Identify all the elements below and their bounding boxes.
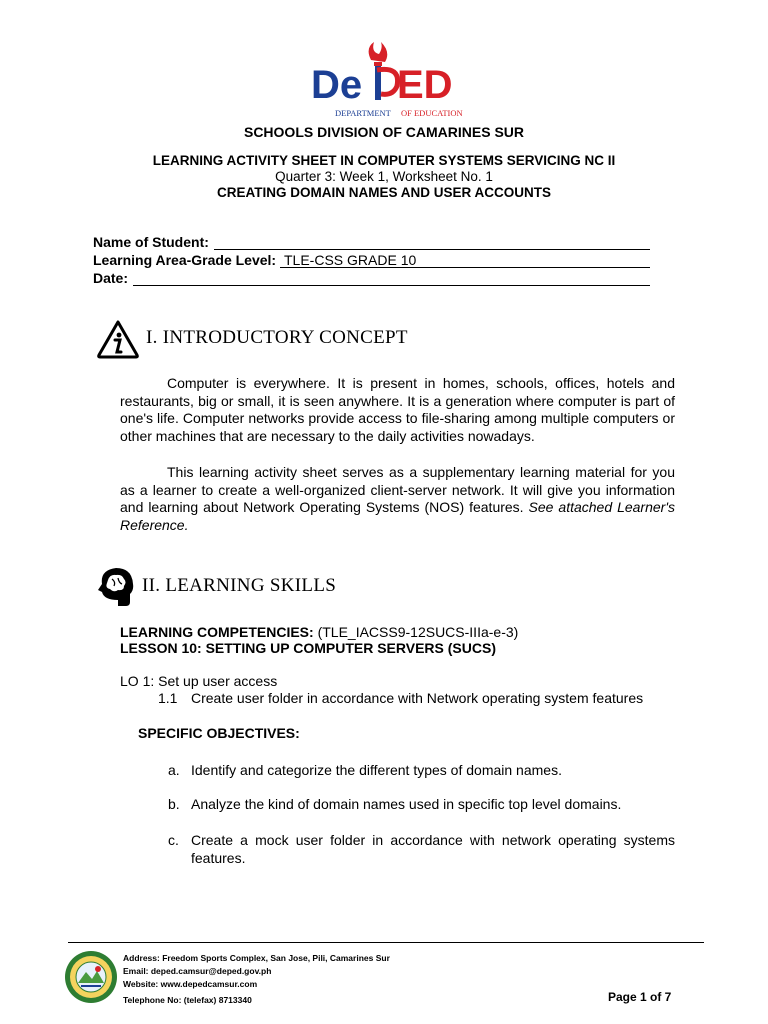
lesson-title: LESSON 10: SETTING UP COMPUTER SERVERS (SUCS)	[120, 640, 496, 656]
objective-text: Create a mock user folder in accordance with network operating systems features.	[191, 832, 675, 866]
competencies-line	[120, 624, 518, 640]
grade-level-value[interactable]: TLE-CSS GRADE 10	[284, 252, 417, 268]
division-seal	[64, 950, 118, 1004]
competencies-label: LEARNING COMPETENCIES:	[120, 624, 314, 640]
section-intro-title: I. INTRODUCTORY CONCEPT	[146, 327, 408, 348]
learning-outcome: LO 1: Set up user access	[120, 673, 278, 689]
student-name-line	[214, 249, 650, 250]
objective-letter: b.	[168, 796, 180, 812]
lo-item-number: 1.1	[158, 690, 178, 706]
student-name-label: Name of Student:	[93, 234, 209, 250]
section-skills-title: II. LEARNING SKILLS	[142, 575, 337, 596]
svg-text:OF EDUCATION: OF EDUCATION	[401, 108, 463, 118]
grade-level-label: Learning Area-Grade Level:	[93, 252, 277, 268]
learners-reference-note: See attached Learner's Reference.	[120, 499, 675, 533]
sheet-title: LEARNING ACTIVITY SHEET IN COMPUTER SYSTEMS SERVICING NC II	[152, 153, 616, 168]
grade-level-field	[93, 252, 653, 270]
date-field	[93, 270, 653, 288]
info-warning-icon	[96, 319, 140, 359]
svg-text:DEPARTMENT: DEPARTMENT	[335, 108, 391, 118]
objective-text: Identify and categorize the different types of domain names.	[191, 762, 562, 778]
page-number: Page 1 of 7	[608, 990, 672, 1004]
objective-letter: c.	[168, 832, 179, 848]
sheet-quarter: Quarter 3: Week 1, Worksheet No. 1	[275, 169, 493, 184]
footer-email[interactable]: Email: deped.camsur@deped.gov.ph	[123, 966, 272, 976]
footer-divider	[68, 942, 704, 943]
deped-logo	[305, 40, 465, 122]
intro-paragraph-2-text: This learning activity sheet serves as a supplementary learning material for you as a learner to create a well-organized client-server network. It will give you information and learning about Network Operating Systems (NOS) features.	[120, 464, 675, 515]
sheet-topic: CREATING DOMAIN NAMES AND USER ACCOUNTS	[217, 185, 551, 200]
date-label: Date:	[93, 270, 129, 286]
svg-text:ED: ED	[397, 63, 453, 107]
student-name-field	[93, 234, 653, 252]
svg-text:De: De	[311, 63, 363, 107]
intro-paragraph-2	[120, 464, 675, 534]
footer-telephone: Telephone No: (telefax) 8713340	[123, 995, 252, 1005]
footer-address: Address: Freedom Sports Complex, San Jose, Pili, Camarines Sur	[123, 953, 390, 963]
date-line	[133, 285, 650, 286]
division-title: SCHOOLS DIVISION OF CAMARINES SUR	[243, 124, 525, 140]
competencies-code: (TLE_IACSS9-12SUCS-IIIa-e-3)	[313, 624, 519, 640]
intro-paragraph-1: Computer is everywhere. It is present in homes, schools, offices, hotels and restaurants, big or small, it is seen anywhere. It is a generation where computer is part of one's life. Computer networks provide access to file-sharing among multiple computers or other machines that are necessary to the daily activities nowadays.	[120, 375, 675, 444]
lo-item-text: Create user folder in accordance with Network operating system features	[191, 690, 644, 706]
head-brain-icon	[96, 566, 136, 610]
objectives-title: SPECIFIC OBJECTIVES:	[138, 725, 300, 741]
footer-website[interactable]: Website: www.depedcamsur.com	[123, 979, 258, 989]
objective-text: Analyze the kind of domain names used in specific top level domains.	[191, 796, 622, 812]
objective-letter: a.	[168, 762, 180, 778]
